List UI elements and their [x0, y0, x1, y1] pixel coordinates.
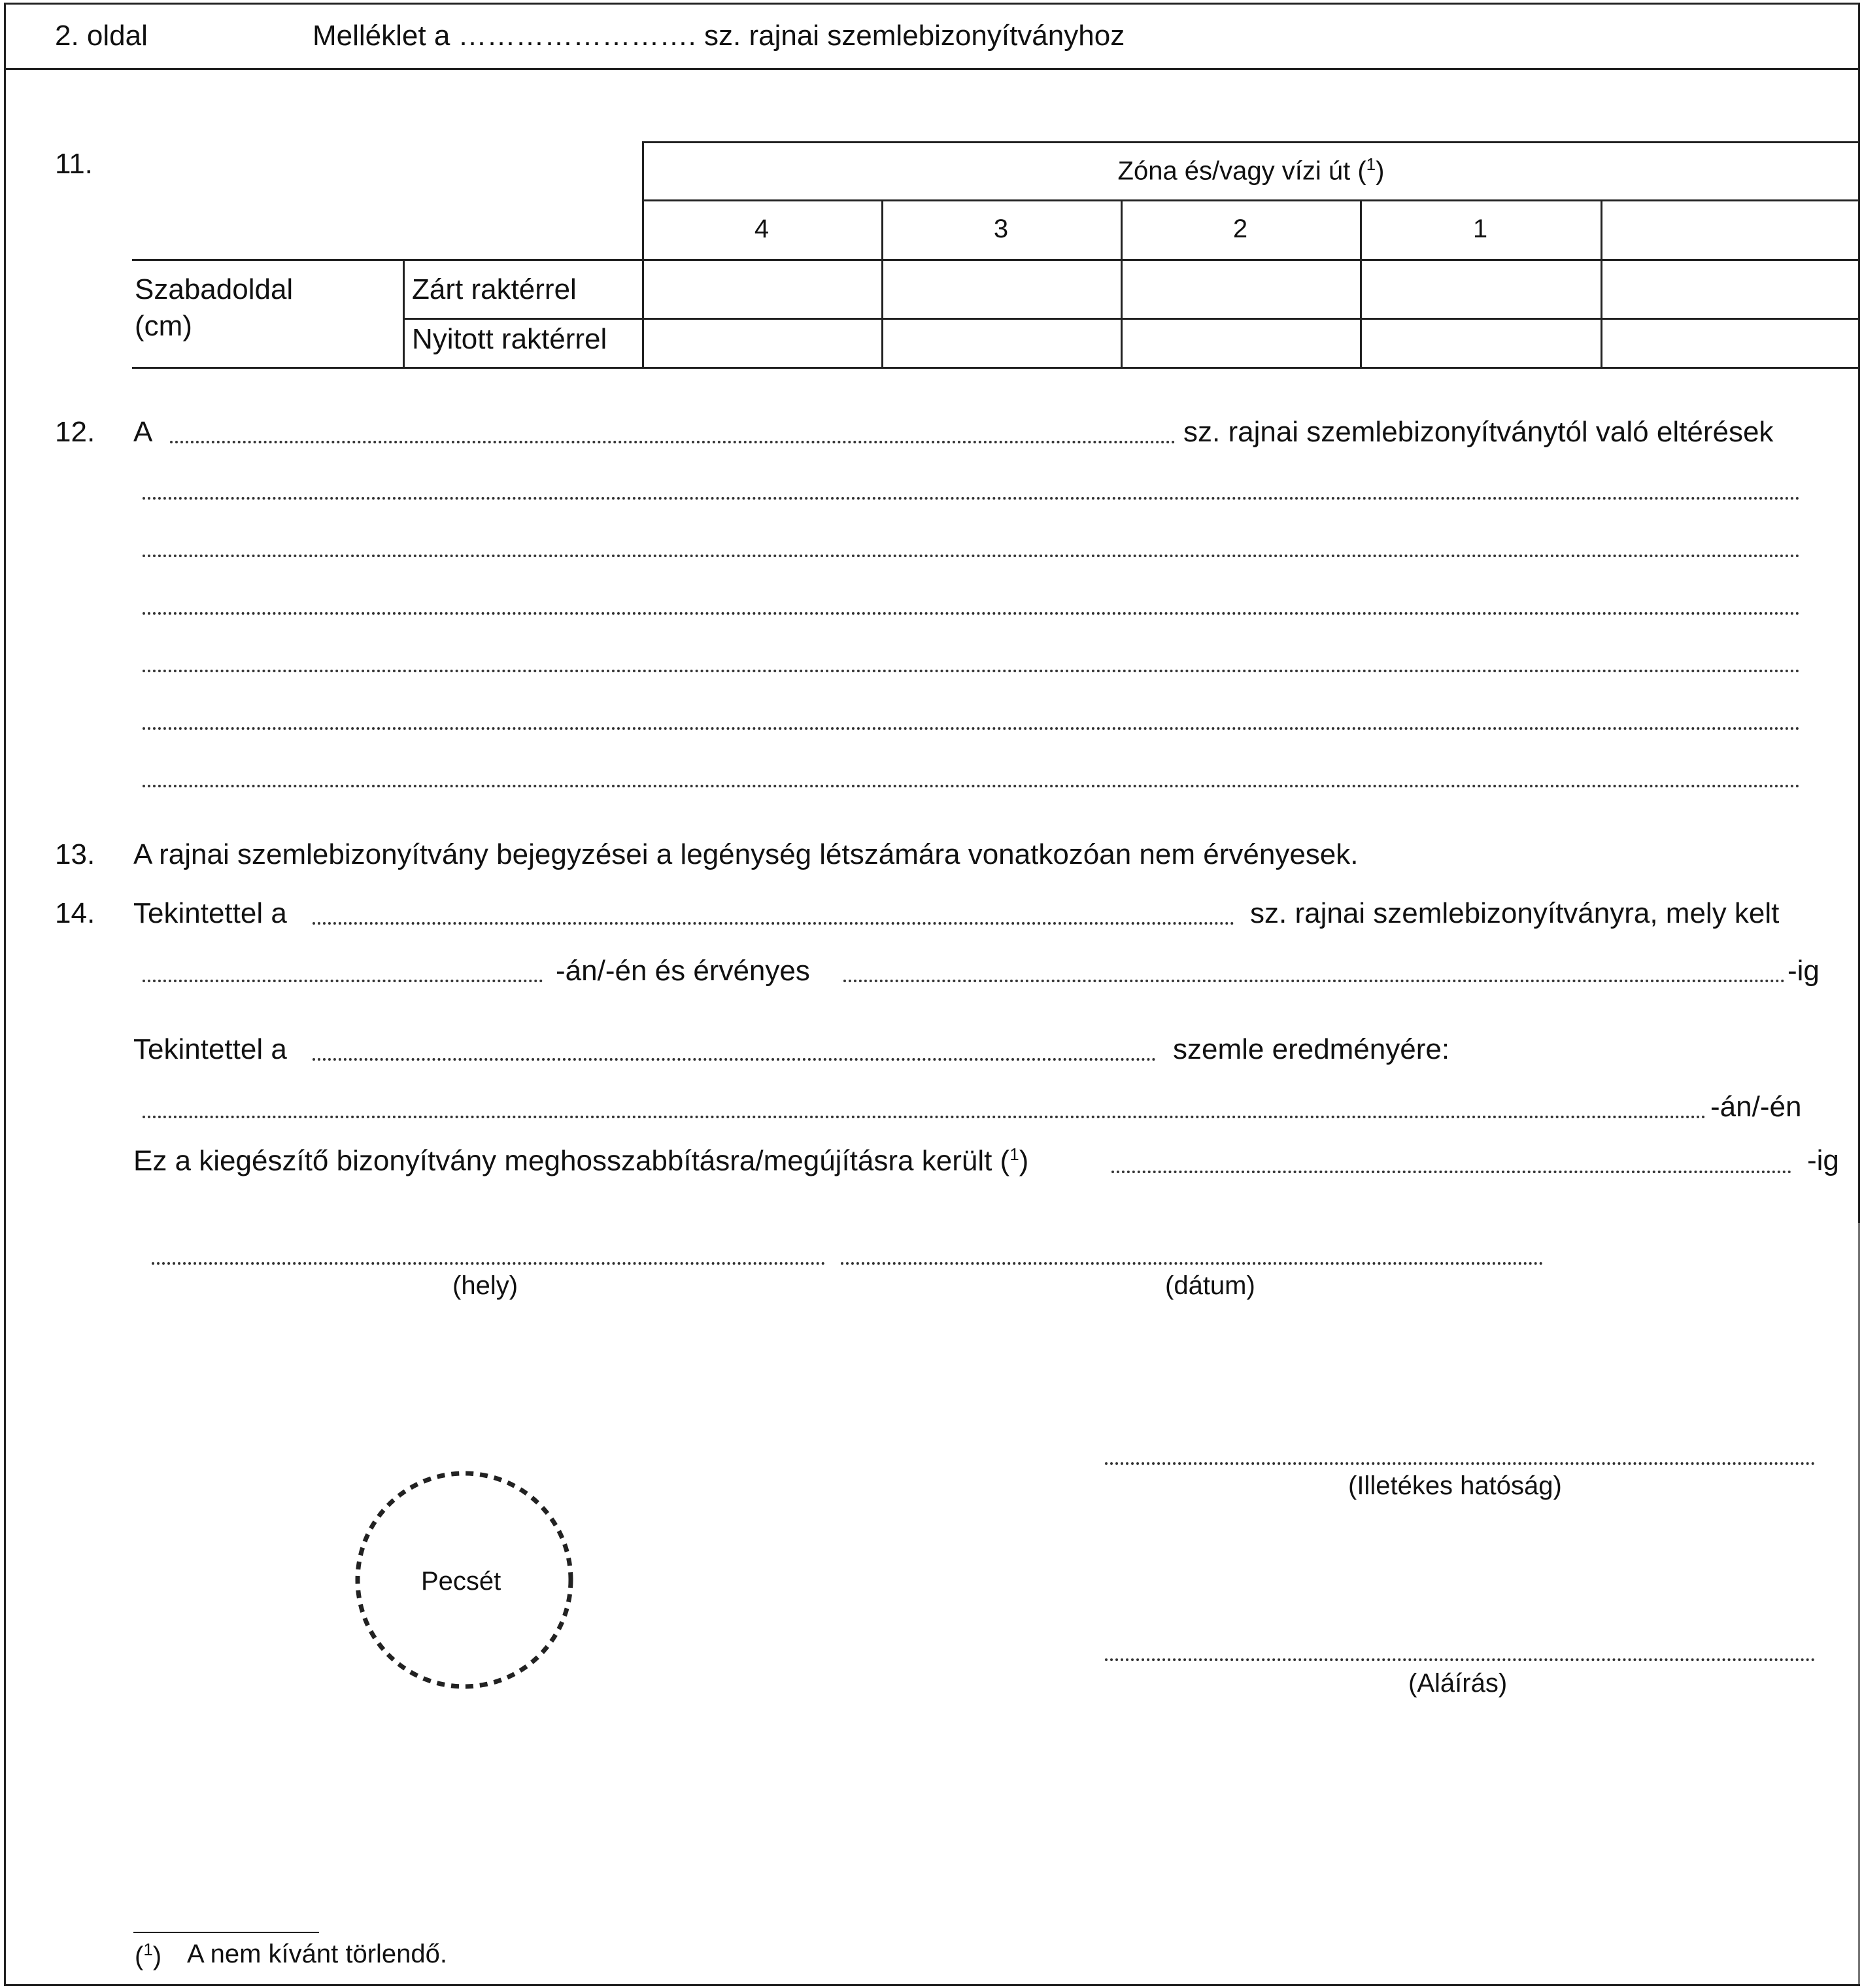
- deviation-line-6: [143, 785, 1801, 787]
- footnote-rule: [133, 1932, 319, 1933]
- row-label-freeboard: Szabadoldal: [135, 273, 294, 305]
- zone-col-2: 2: [1232, 214, 1248, 243]
- title-dots: …………………….: [458, 20, 696, 52]
- section-14-line3-suffix: szemle eredményére:: [1173, 1033, 1450, 1065]
- section-14-line2-end: -ig: [1788, 955, 1820, 987]
- section-14-line2-fill-a: [143, 980, 543, 982]
- section-14-line5: Ez a kiegészítő bizonyítvány meghosszabbításra/megújításra került ($^1$): [133, 1144, 1029, 1177]
- section-13-number: 13.: [55, 838, 95, 870]
- deviation-line-5: [143, 727, 1801, 730]
- header-divider: [4, 68, 1860, 70]
- section-14-line3-prefix: Tekintettel a: [133, 1033, 287, 1065]
- section-14-line3-fill: [313, 1058, 1156, 1061]
- frame-left: [4, 3, 6, 1984]
- date-line: [841, 1262, 1543, 1265]
- footnote-text: A nem kívánt törlendő.: [187, 1940, 448, 1968]
- section-14-line2-mid: -án/-én és érvényes: [556, 955, 810, 987]
- authority-line: [1105, 1462, 1815, 1465]
- frame-right-lower: [1858, 1223, 1860, 1984]
- frame-top: [4, 3, 1860, 5]
- place-line: [152, 1262, 825, 1265]
- section-14-line1-fill: [313, 922, 1234, 925]
- section-14-line1-prefix: Tekintettel a: [133, 897, 287, 929]
- title-suffix: sz. rajnai szemlebizonyítványhoz: [704, 20, 1125, 52]
- date-label: (dátum): [1165, 1271, 1255, 1300]
- stamp-label: Pecsét: [421, 1567, 501, 1596]
- row-label-unit: (cm): [135, 310, 192, 342]
- section-14-line5-end: -ig: [1807, 1144, 1839, 1176]
- section-12-suffix: sz. rajnai szemlebizonyítványtól való eltérések: [1183, 416, 1774, 448]
- deviation-line-2: [143, 555, 1801, 557]
- header-title: [313, 20, 1125, 52]
- table-col-5: [1601, 199, 1602, 367]
- zone-header: Zóna és/vagy vízi út ($^1$): [1117, 154, 1385, 186]
- row-closed-hold: Zárt raktérrel: [412, 273, 577, 305]
- table-col-label: [403, 259, 405, 367]
- zone-col-4: 4: [754, 214, 770, 243]
- place-label: (hely): [452, 1271, 518, 1300]
- section-12-number: 12.: [55, 416, 95, 448]
- table-zone-divider: [642, 199, 1860, 201]
- deviation-line-4: [143, 670, 1801, 672]
- section-14-line4-fill: [143, 1116, 1706, 1118]
- authority-label: (Illetékes hatóság): [1348, 1471, 1562, 1500]
- deviation-line-1: [143, 497, 1801, 500]
- zone-col-1: 1: [1472, 214, 1488, 243]
- row-open-hold: Nyitott raktérrel: [412, 323, 607, 355]
- page-label: 2. oldal: [55, 20, 148, 52]
- table-bottom: [132, 367, 1860, 369]
- section-14-number: 14.: [55, 897, 95, 929]
- zone-col-3: 3: [993, 214, 1009, 243]
- section-14-line5-fill: [1111, 1171, 1791, 1173]
- title-prefix: Melléklet a: [313, 20, 450, 52]
- section-12-fill: [170, 441, 1176, 443]
- table-top: [642, 141, 1860, 143]
- section-14-line2-fill-b: [843, 980, 1785, 982]
- section-13-text: A rajnai szemlebizonyítvány bejegyzései a legénység létszámára vonatkozóan nem érvényesek.: [133, 838, 1359, 870]
- section-12-prefix: A: [133, 416, 153, 448]
- footnote-marker: ($^1$): [135, 1940, 162, 1971]
- section-11-number: 11.: [55, 148, 93, 180]
- table-row-divider: [403, 318, 1860, 320]
- section-14-line4-end: -án/-én: [1710, 1091, 1802, 1123]
- deviation-line-3: [143, 612, 1801, 615]
- frame-bottom: [4, 1984, 1860, 1986]
- signature-label: (Aláírás): [1408, 1669, 1508, 1698]
- section-14-line1-suffix: sz. rajnai szemlebizonyítványra, mely kelt: [1250, 897, 1780, 929]
- signature-line: [1105, 1658, 1815, 1661]
